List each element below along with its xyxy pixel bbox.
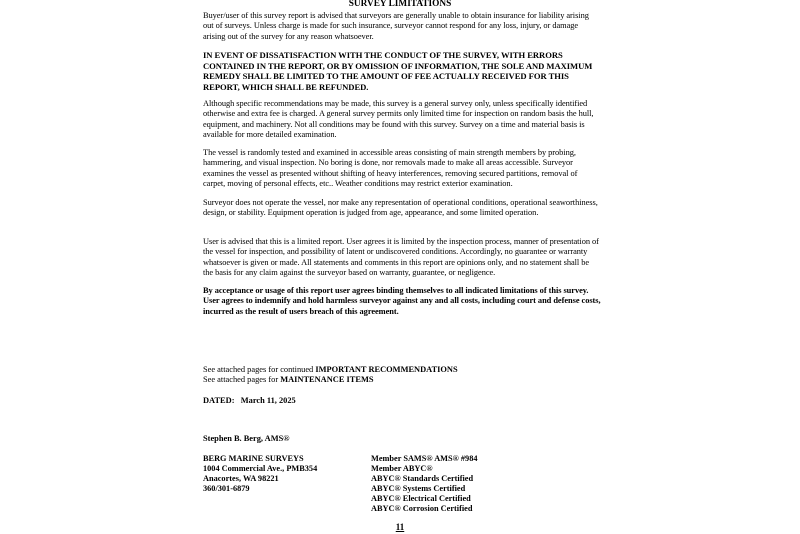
attachment-prefix: See attached pages for	[203, 375, 281, 384]
paragraph-liability: Buyer/user of this survey report is advised that surveyors are generally unable to obtain insurance for liability arising out of surveys. Unless charge is made for such insurance, surveyor cannot respond for any loss, injury, or damage arising out of the survey for any reason whatsoever.	[203, 11, 589, 41]
paragraph-operation: Surveyor does not operate the vessel, nor make any representation of operational conditions, operational seaworthiness, design, or stability. Equipment operation is judged from age, appearance, and some limited operation.	[203, 198, 598, 218]
paragraph-remedy-limit: IN EVENT OF DISSATISFACTION WITH THE CONDUCT OF THE SURVEY, WITH ERRORS CONTAINED IN THE REPORT, OR BY OMISSION OF INFORMATION, THE SOLE AND MAXIMUM REMEDY SHALL BE LIMITED TO THE AMOUNT OF FEE ACTUALLY RECEIVED FOR THIS REPORT, WHICH SHALL BE REFUNDED.	[203, 50, 593, 92]
company-address-block	[203, 454, 317, 494]
credential-item: ABYC® Systems Certified	[371, 483, 466, 493]
credential-item: ABYC® Electrical Certified	[371, 493, 471, 503]
dated-value: March 11, 2025	[240, 396, 296, 405]
paragraph-limited-report: User is advised that this is a limited report. User agrees it is limited by the inspection process, manner of presentation of the vessel for inspection, and possibility of latent or undiscovered conditions. Accordingly, no guarantee or warranty whatsoever is given or made. All statements and comments in this report are opinions only, and no statement shall be the basis for any claim against the surveyor based on warranty, guarantee, or negligence.	[203, 237, 599, 278]
credentials-block	[371, 454, 478, 513]
attachment-emphasis: IMPORTANT RECOMMENDATIONS	[315, 365, 458, 374]
credential-item: ABYC® Corrosion Certified	[371, 503, 473, 513]
credential-item: ABYC® Standards Certified	[371, 473, 474, 483]
signer-name: Stephen B. Berg, AMS®	[203, 434, 290, 443]
attachment-note-maintenance	[203, 374, 374, 385]
company-phone: 360/301-6879	[203, 483, 250, 493]
dated-line	[203, 395, 296, 406]
credential-item: Member ABYC®	[371, 463, 433, 473]
company-name: BERG MARINE SURVEYS	[203, 454, 304, 463]
company-city: Anacortes, WA 98221	[203, 473, 279, 483]
section-title: SURVEY LIMITATIONS	[348, 0, 452, 9]
attachment-prefix: See attached pages for continued	[203, 365, 316, 374]
paragraph-vessel-testing: The vessel is randomly tested and examined in accessible areas consisting of main strength members by probing, hammering, and visual inspection. No boring is done, nor removals made to make all areas accessible. Surveyor examines the vessel as presented without shifting of heavy interferences, removing secured partitions, removal of carpet, moving of personal effects, etc.. Weather conditions may restrict exterior examination.	[203, 148, 578, 189]
paragraph-general-survey: Although specific recommendations may be made, this survey is a general survey only, unless specifically identified otherwise and extra fee is charged. A general survey permits only limited time for inspection on random basis the hull, equipment, and machinery. Not all conditions may be found with this survey. Survey on a time and material basis is available for more detailed examination.	[203, 99, 594, 140]
paragraph-acceptance: By acceptance or usage of this report user agrees binding themselves to all indicated limitations of this survey. User agrees to indemnify and hold harmless surveyor against any and all costs, including court and defense costs, incurred as the result of users breach of this agreement.	[203, 286, 601, 316]
page-number: 11	[395, 522, 405, 532]
attachment-emphasis: MAINTENANCE ITEMS	[280, 375, 374, 384]
dated-label: DATED:	[203, 396, 235, 405]
company-street: 1004 Commercial Ave., PMB354	[203, 463, 318, 473]
credential-item: Member SAMS® AMS® #984	[371, 454, 478, 463]
